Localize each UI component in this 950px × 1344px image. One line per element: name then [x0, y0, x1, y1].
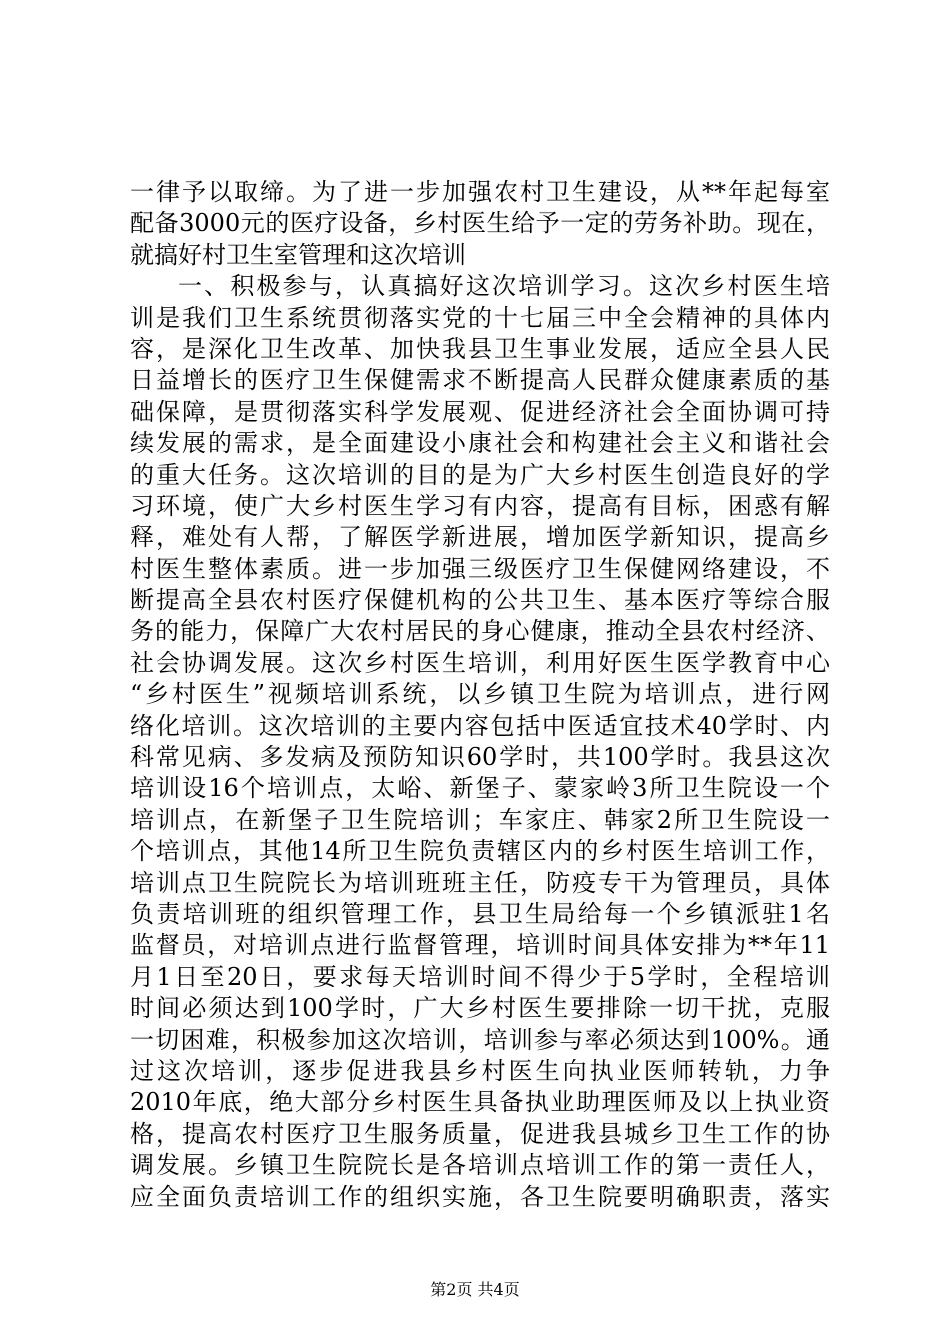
text-line: 容，是深化卫生改革、加快我县卫生事业发展，适应全县人民	[130, 334, 830, 363]
text-line: 监督员，对培训点进行监督管理，培训时间具体安排为**年11	[130, 931, 830, 960]
text-line: 日益增长的医疗卫生保健需求不断提高人民群众健康素质的基	[130, 366, 830, 395]
text-line: 村医生整体素质。进一步加强三级医疗卫生保健网络建设，不	[130, 554, 830, 583]
text-line: 培训点卫生院院长为培训班班主任，防疫专干为管理员，具体	[130, 868, 830, 897]
text-line: 应全面负责培训工作的组织实施，各卫生院要明确职责，落实	[130, 1182, 830, 1211]
text-line: “乡村医生”视频培训系统，以乡镇卫生院为培训点，进行网	[130, 680, 830, 709]
page-footer: 第2页 共4页	[430, 1280, 520, 1299]
text-line: 培训点，在新堡子卫生院培训；车家庄、韩家2所卫生院设一	[130, 805, 830, 834]
text-line: 配备3000元的医疗设备，乡村医生给予一定的劳务补助。现在，	[130, 209, 830, 238]
text-line: 就搞好村卫生室管理和这次培训	[130, 240, 466, 269]
text-line: 调发展。乡镇卫生院院长是各培训点培训工作的第一责任人，	[130, 1151, 830, 1180]
text-line: 络化培训。这次培训的主要内容包括中医适宜技术40学时、内	[130, 711, 830, 740]
text-line: 断提高全县农村医疗保健机构的公共卫生、基本医疗等综合服	[130, 586, 830, 615]
text-line: 个培训点，其他14所卫生院负责辖区内的乡村医生培训工作，	[130, 837, 830, 866]
text-line: 务的能力，保障广大农村居民的身心健康，推动全县农村经济、	[130, 617, 830, 646]
text-line: 月1日至20日，要求每天培训时间不得少于5学时，全程培训	[130, 962, 830, 991]
text-line: 格，提高农村医疗卫生服务质量，促进我县城乡卫生工作的协	[130, 1119, 830, 1148]
text-line: 时间必须达到100学时，广大乡村医生要排除一切干扰，克服	[130, 994, 830, 1023]
text-line: 续发展的需求，是全面建设小康社会和构建社会主义和谐社会	[130, 429, 830, 458]
text-line: 2010年底，绝大部分乡村医生具备执业助理医师及以上执业资	[130, 1088, 830, 1117]
text-line: 社会协调发展。这次乡村医生培训，利用好医生医学教育中心	[130, 648, 830, 677]
text-line: 一、积极参与，认真搞好这次培训学习。这次乡村医生培	[178, 272, 830, 301]
text-line: 训是我们卫生系统贯彻落实党的十七届三中全会精神的具体内	[130, 303, 830, 332]
text-line: 一律予以取缔。为了进一步加强农村卫生建设，从**年起每室	[130, 178, 830, 206]
text-line: 的重大任务。这次培训的目的是为广大乡村医生创造良好的学	[130, 460, 830, 489]
text-line: 培训设16个培训点，太峪、新堡子、蒙家岭3所卫生院设一个	[130, 774, 830, 803]
text-line: 础保障，是贯彻落实科学发展观、促进经济社会全面协调可持	[130, 397, 830, 426]
body-text	[130, 177, 830, 1213]
text-line: 过这次培训，逐步促进我县乡村医生向执业医师转轨，力争	[130, 1056, 830, 1085]
text-line: 释，难处有人帮，了解医学新进展，增加医学新知识，提高乡	[130, 523, 830, 552]
text-line: 习环境，使广大乡村医生学习有内容，提高有目标，困惑有解	[130, 491, 830, 520]
text-line: 负责培训班的组织管理工作，县卫生局给每一个乡镇派驻1名	[130, 899, 830, 928]
text-line: 一切困难，积极参加这次培训，培训参与率必须达到100%。通	[130, 1025, 830, 1054]
text-line: 科常见病、多发病及预防知识60学时，共100学时。我县这次	[130, 743, 830, 772]
